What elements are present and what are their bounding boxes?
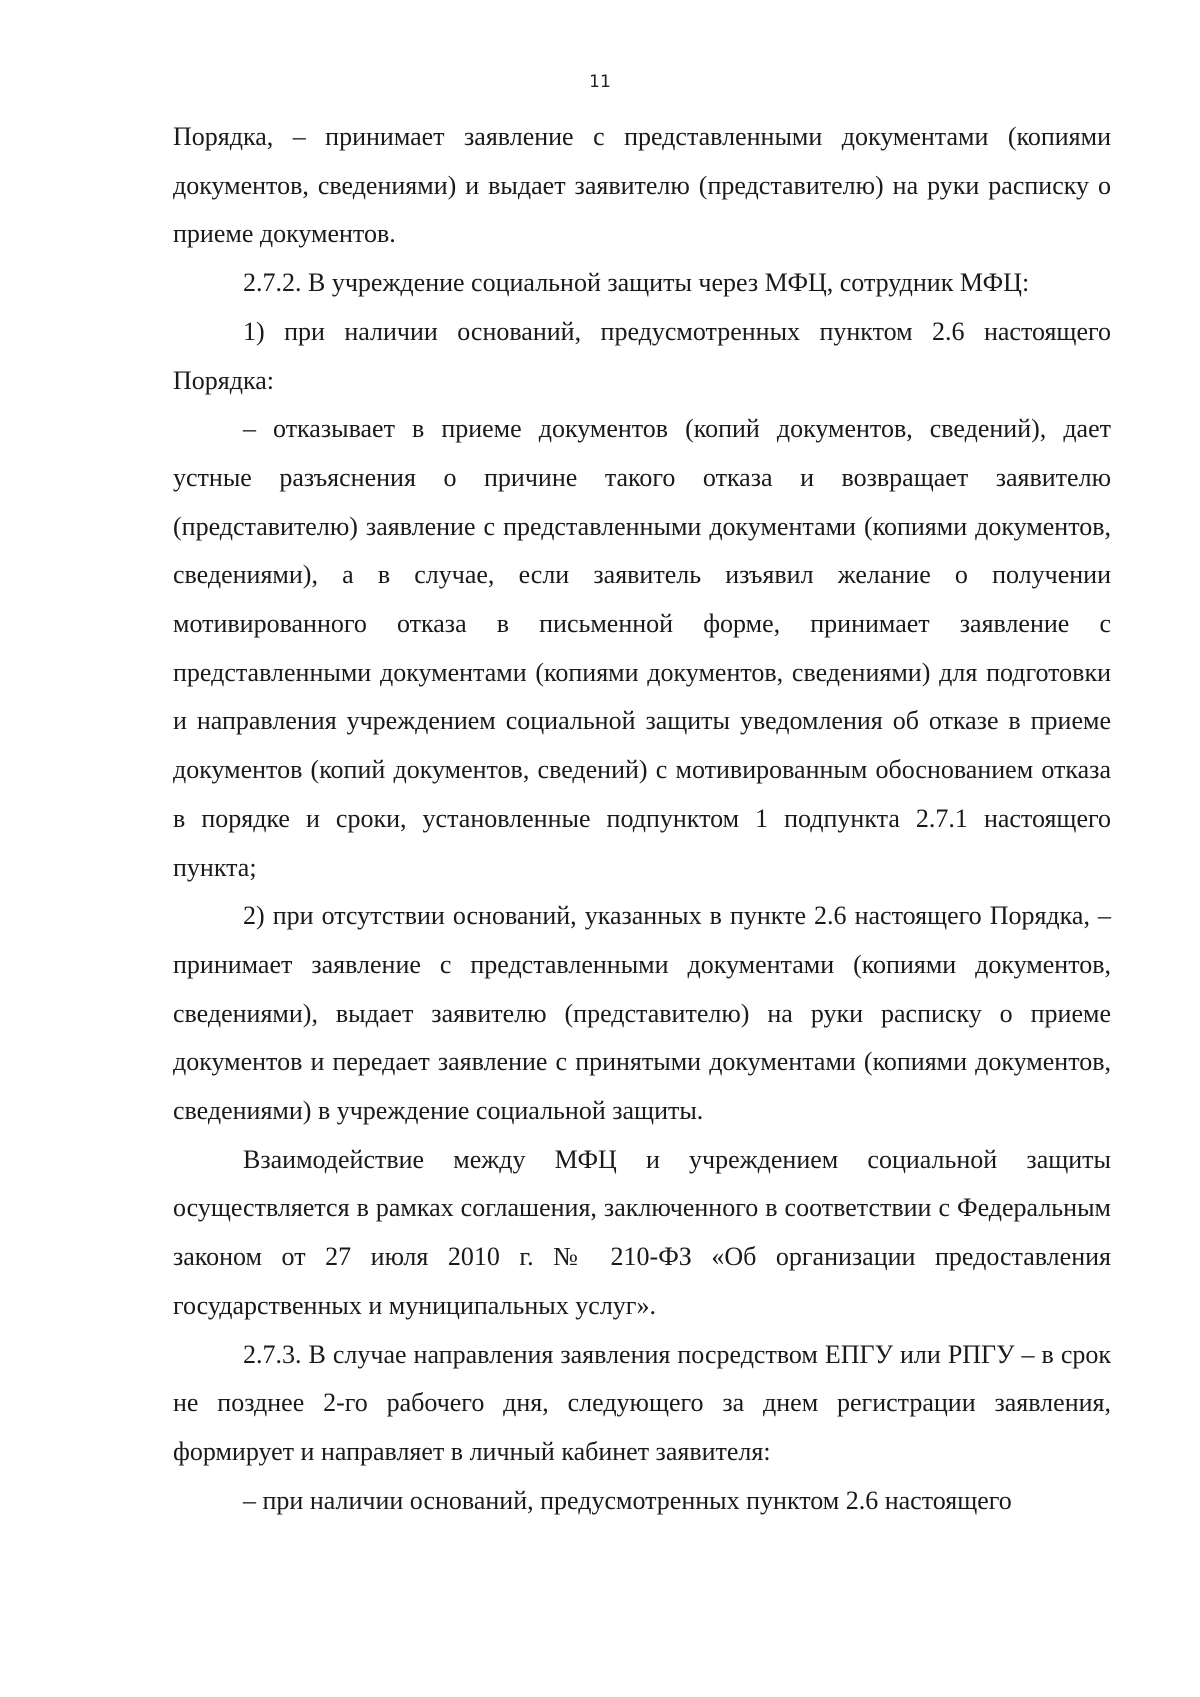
paragraph-2-7-3: 2.7.3. В случае направления заявления посредством ЕПГУ или РПГУ – в срок не позднее 2-го рабочего дня, следующего за днем регистрации заявления, формирует и направляет в личный кабинет заявителя: bbox=[173, 1339, 1111, 1466]
paragraph-last: – при наличии оснований, предусмотренных пунктом 2.6 настоящего bbox=[243, 1485, 1012, 1515]
paragraph-interaction: Взаимодействие между МФЦ и учреждением социальной защиты осуществляется в рамках соглашения, заключенного в соответствии с Федеральным законом от 27 июля 2010 г. № 210-ФЗ «Об организации предоставления государственных и муниципальных услуг». bbox=[173, 1144, 1111, 1320]
paragraph-2-7-2: 2.7.2. В учреждение социальной защиты через МФЦ, сотрудник МФЦ: bbox=[243, 268, 1030, 298]
document-body bbox=[173, 113, 1111, 1525]
paragraph-item-1: 1) при наличии оснований, предусмотренных пунктом 2.6 настоящего Порядка: bbox=[173, 316, 1111, 395]
paragraph-item-2: 2) при отсутствии оснований, указанных в пункте 2.6 настоящего Порядка, – принимает заявление с представленными документами (копиями документов, сведениями), выдает заявителю (представителю) на руки расписку о приеме документов и передает заявление с принятыми документами (копиями документов, сведениями) в учреждение социальной защиты. bbox=[173, 901, 1111, 1126]
paragraph-continuation: Порядка, – принимает заявление с представленными документами (копиями документов, сведениями) и выдает заявителю (представителю) на руки расписку о приеме документов. bbox=[173, 122, 1111, 249]
page-number: 11 bbox=[589, 72, 611, 92]
paragraph-refusal: – отказывает в приеме документов (копий документов, сведений), дает устные разъяснения о причине такого отказа и возвращает заявителю (представителю) заявление с представленными документами (копиями документов, сведениями), а в случае, если заявитель изъявил желание о получении мотивированного отказа в письменной форме, принимает заявление с представленными документами (копиями документов, сведениями) для подготовки и направления учреждением социальной защиты уведомления об отказе в приеме документов (копий документов, сведений) с мотивированным обоснованием отказа в порядке и сроки, установленные подпунктом 1 подпункта 2.7.1 настоящего пункта; bbox=[173, 414, 1111, 882]
